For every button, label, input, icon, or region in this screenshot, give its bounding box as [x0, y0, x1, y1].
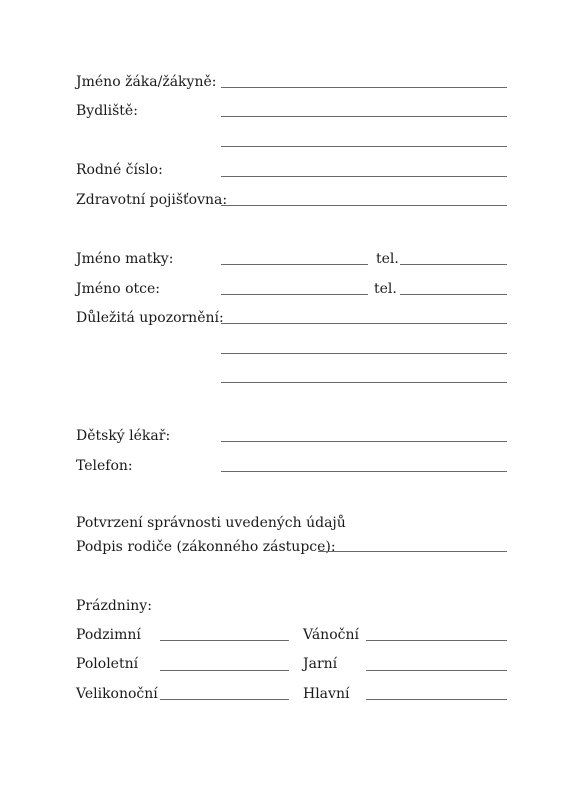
important-notes-line-3[interactable]: [221, 382, 507, 383]
student-name-label: Jméno žáka/žákyně:: [76, 74, 217, 90]
half-year-holiday-field[interactable]: [160, 670, 289, 671]
holidays-heading: Prázdniny:: [76, 598, 152, 614]
mother-name-field[interactable]: [221, 264, 368, 265]
summer-holiday-label: Hlavní: [303, 686, 350, 702]
phone-field[interactable]: [221, 471, 507, 472]
parent-signature-field[interactable]: [318, 551, 507, 552]
autumn-holiday-label: Podzimní: [76, 627, 141, 643]
father-phone-label: tel.: [374, 281, 397, 297]
easter-holiday-label: Velikonoční: [76, 686, 158, 702]
autumn-holiday-field[interactable]: [160, 640, 289, 641]
parent-signature-label: Podpis rodiče (zákonného zástupce):: [76, 539, 336, 555]
summer-holiday-field[interactable]: [366, 699, 507, 700]
important-notes-line-1[interactable]: [221, 323, 507, 324]
important-notes-label: Důležitá upozornění:: [76, 310, 224, 326]
important-notes-line-2[interactable]: [221, 353, 507, 354]
christmas-holiday-label: Vánoční: [303, 627, 359, 643]
easter-holiday-field[interactable]: [160, 699, 289, 700]
confirmation-text: Potvrzení správnosti uvedených údajů: [76, 515, 346, 531]
address-field-line-1[interactable]: [221, 116, 507, 117]
spring-holiday-field[interactable]: [366, 670, 507, 671]
mother-phone-field[interactable]: [400, 264, 507, 265]
father-name-label: Jméno otce:: [76, 281, 160, 297]
mother-phone-label: tel.: [376, 251, 399, 267]
address-label: Bydliště:: [76, 103, 138, 119]
birth-number-label: Rodné číslo:: [76, 162, 163, 178]
student-name-field[interactable]: [221, 87, 507, 88]
insurance-field[interactable]: [221, 205, 507, 206]
spring-holiday-label: Jarní: [303, 656, 338, 672]
christmas-holiday-field[interactable]: [366, 640, 507, 641]
father-phone-field[interactable]: [400, 294, 507, 295]
pediatrician-field[interactable]: [221, 441, 507, 442]
birth-number-field[interactable]: [221, 176, 507, 177]
insurance-label: Zdravotní pojišťovna:: [76, 192, 228, 208]
father-name-field[interactable]: [221, 294, 368, 295]
phone-label: Telefon:: [76, 458, 133, 474]
half-year-holiday-label: Pololetní: [76, 656, 139, 672]
pediatrician-label: Dětský lékař:: [76, 428, 171, 444]
mother-name-label: Jméno matky:: [76, 251, 174, 267]
address-field-line-2[interactable]: [221, 146, 507, 147]
